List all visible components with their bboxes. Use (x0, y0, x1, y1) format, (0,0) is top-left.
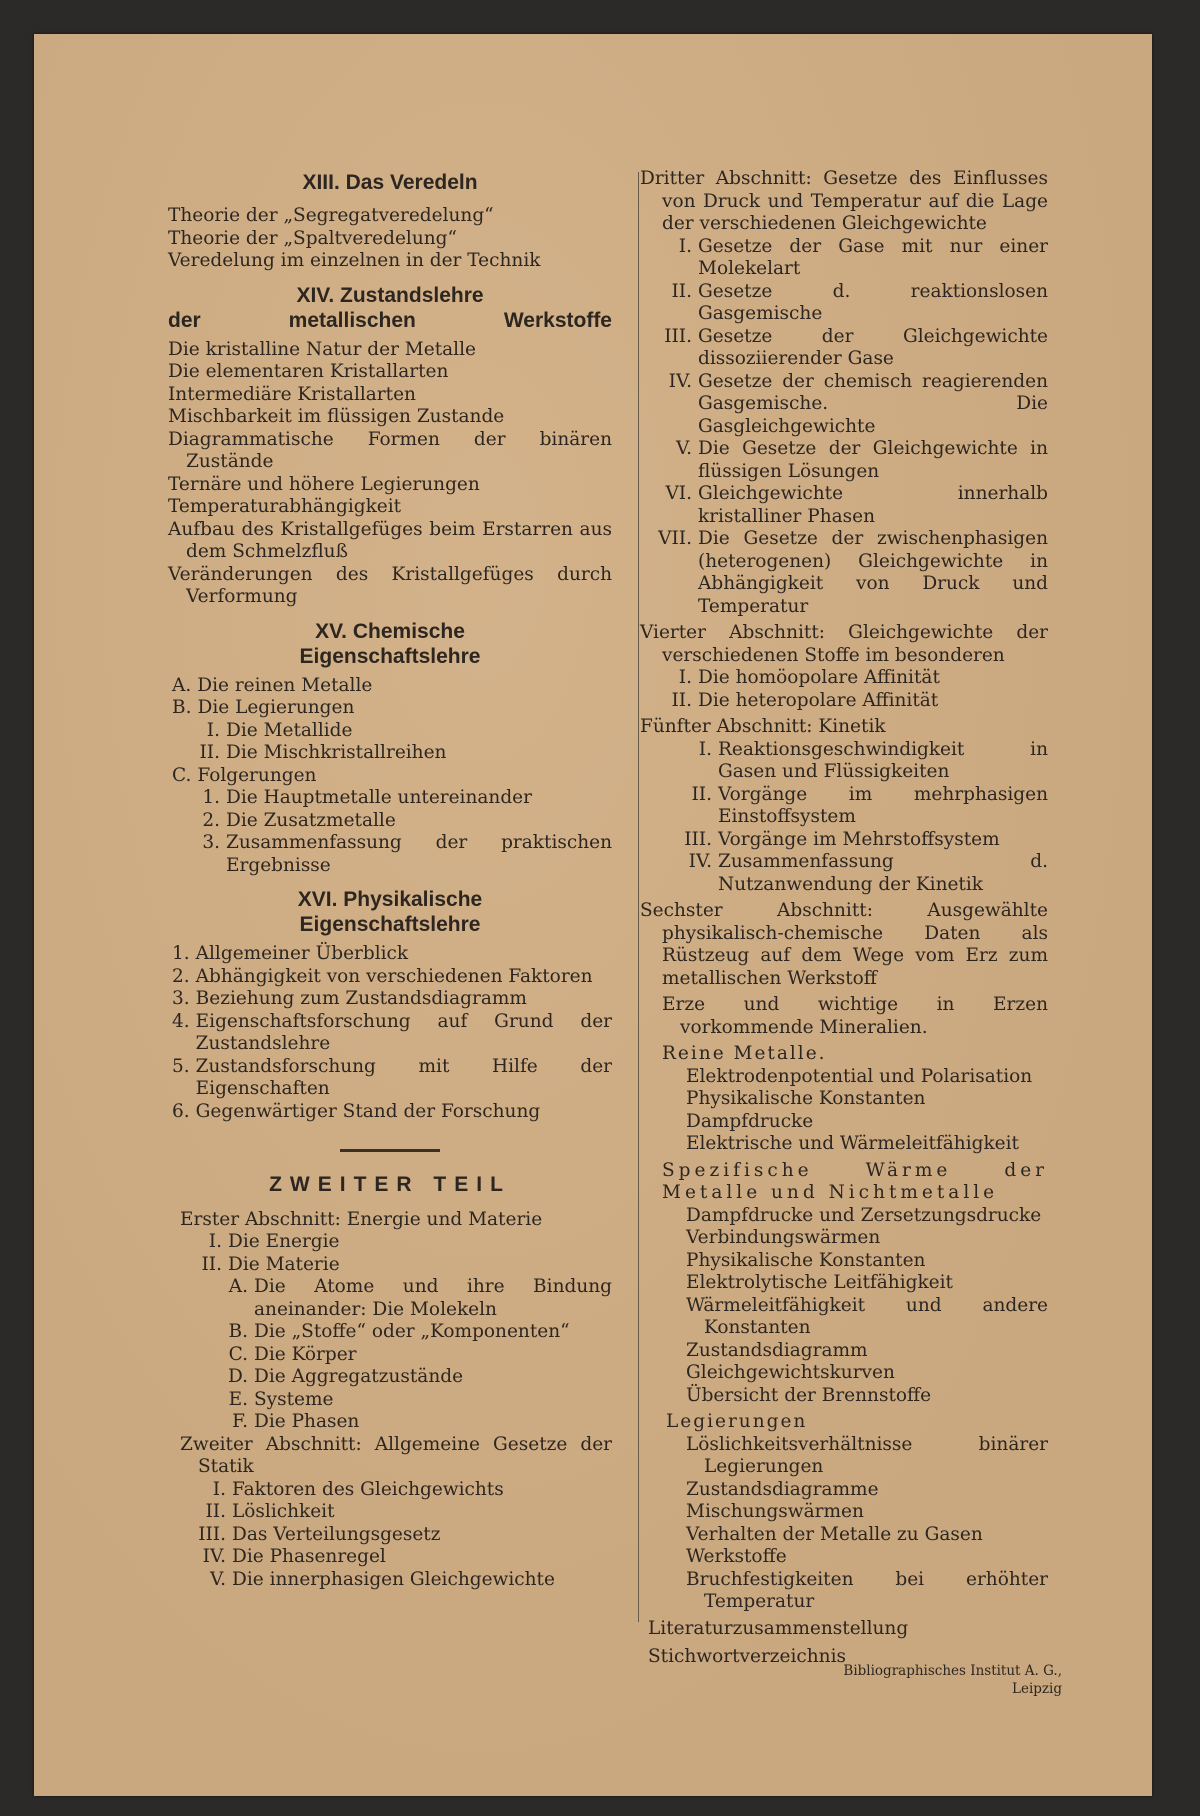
list-item (180, 1254, 612, 1277)
section-13-title: XIII. Das Veredeln (302, 171, 478, 194)
item-text: Gesetze der Gase mit nur einer Molekelart (698, 235, 1048, 279)
list-item (168, 832, 612, 877)
item-text: Die Materie (228, 1253, 340, 1275)
list-item: Übersicht der Brennstoffe (686, 1384, 932, 1406)
column-divider (638, 172, 639, 1622)
item-text: Die Metallide (226, 719, 353, 741)
section-14-title (168, 283, 612, 333)
list-item (180, 1569, 612, 1592)
section-15-title (168, 619, 612, 669)
list-item (168, 720, 612, 743)
abschnitt-1-title: Erster Abschnitt: Energie und Materie (180, 1208, 543, 1230)
item-number: D. (227, 1366, 248, 1387)
item-text: Gesetze der Gleichgewichte dissoziierender Gase (698, 325, 1048, 369)
item-number: I. (206, 719, 220, 741)
section-16 (168, 887, 612, 1123)
item-text: Zustandsforschung mit Hilfe der Eigenschaften (195, 1055, 612, 1099)
list-item (180, 1546, 612, 1569)
list-item (168, 742, 612, 765)
abschnitt-3 (640, 168, 1048, 618)
list-item (180, 1231, 612, 1254)
list-item: Ternäre und höhere Legierungen (168, 473, 480, 495)
list-item: Veränderungen des Kristallgefüges durch Verformung (168, 563, 612, 607)
list-item (180, 1321, 612, 1344)
item-text: Die heteropolare Affinität (698, 689, 939, 711)
list-item (168, 810, 612, 833)
section-16-title (168, 887, 612, 937)
item-number: 5. (172, 1055, 190, 1077)
item-number: 1. (202, 787, 220, 808)
item-text: Die reinen Metalle (197, 674, 373, 696)
publisher-name: Bibliographisches Institut A. G., (843, 1663, 1062, 1679)
item-text: Die Phasenregel (232, 1546, 386, 1567)
item-number: B. (172, 697, 192, 718)
list-item: Mischbarkeit im flüssigen Zustande (168, 406, 505, 427)
item-text: Zusammenfassung d. Nutzanwendung der Kinetik (718, 851, 1048, 895)
item-text: Abhängigkeit von verschiedenen Faktoren (195, 965, 593, 987)
section-15 (168, 619, 612, 878)
item-text: Die innerphasigen Gleichgewichte (232, 1568, 555, 1590)
list-item: Gleichgewichtskurven (686, 1362, 895, 1383)
list-item (640, 690, 1048, 713)
list-item (640, 667, 1048, 690)
item-text: Die Mischkristallreihen (226, 742, 447, 763)
section-15-title-line2: Eigenschaftslehre (299, 644, 481, 668)
list-item (640, 784, 1048, 829)
item-number: III. (664, 325, 692, 347)
section-14-title-line2: der metallischen Werkstoffe (168, 308, 612, 332)
literatur-entry: Literaturzusammenstellung (648, 1617, 909, 1639)
item-number: IV. (668, 370, 692, 392)
item-number: VI. (665, 483, 692, 504)
item-number: F. (232, 1411, 248, 1432)
abschnitt-1 (168, 1209, 612, 1434)
list-item (180, 1524, 612, 1547)
item-text: Die Atome und ihre Bindung aneinander: Die Molekeln (254, 1276, 612, 1320)
list-item (640, 281, 1048, 326)
list-item (180, 1411, 612, 1434)
abschnitt-4-title: Vierter Abschnitt: Gleichgewichte der verschiedenen Stoffe im besonderen (640, 622, 1048, 666)
list-item (168, 787, 612, 810)
item-number: II. (205, 1501, 226, 1522)
section-15-title-line1: XV. Chemische (315, 619, 465, 643)
list-item: Intermediäre Kristallarten (168, 383, 416, 405)
publisher-city: Leipzig (1012, 1681, 1062, 1697)
list-item: Elektrolytische Leitfähigkeit (686, 1272, 953, 1293)
list-item (180, 1276, 612, 1321)
list-item (168, 943, 612, 966)
right-column (640, 168, 1048, 1669)
list-item: Physikalische Konstanten (686, 1249, 926, 1271)
item-text: Die Phasen (254, 1411, 360, 1432)
item-text: Die Energie (228, 1231, 340, 1252)
list-item: Bruchfestigkeiten bei erhöhter Temperatur (686, 1568, 1048, 1612)
list-item: Physikalische Konstanten (686, 1088, 926, 1109)
item-number: IV. (202, 1546, 226, 1567)
list-item: Zustandsdiagramme (686, 1478, 879, 1500)
item-number: III. (198, 1523, 226, 1545)
abschnitt-5-title: Fünfter Abschnitt: Kinetik (640, 716, 886, 737)
list-item: Zustandsdiagramm (686, 1339, 868, 1361)
item-number: 2. (202, 809, 220, 831)
list-item: Diagrammatische Formen der binären Zustände (168, 428, 612, 472)
list-item: Wärmeleitfähigkeit und andere Konstanten (686, 1294, 1048, 1338)
item-number: B. (228, 1321, 248, 1342)
list-item (180, 1344, 612, 1367)
item-text: Vorgänge im Mehrstoffsystem (718, 828, 1000, 850)
item-number: VII. (658, 528, 692, 549)
legierungen-heading: Legierungen (666, 1411, 808, 1432)
list-item (640, 371, 1048, 439)
item-text: Die „Stoffe“ oder „Komponenten“ (254, 1321, 570, 1342)
abschnitt-4 (640, 622, 1048, 712)
list-item (640, 438, 1048, 483)
list-item: Theorie der „Spaltveredelung“ (168, 227, 457, 249)
item-text: Das Verteilungsgesetz (232, 1523, 441, 1545)
spezifische-waerme-heading: Spezifische Wärme der Metalle und Nichtmetalle (662, 1159, 1048, 1203)
item-text: Die homöopolare Affinität (698, 667, 940, 688)
item-number: 6. (172, 1100, 190, 1122)
stichwort-entry: Stichwortverzeichnis (648, 1646, 847, 1667)
list-item: Die elementaren Kristallarten (168, 361, 449, 382)
list-item: Aufbau des Kristallgefüges beim Erstarren aus dem Schmelzfluß (168, 518, 612, 562)
item-number: I. (678, 235, 692, 257)
list-item: Verhalten der Metalle zu Gasen (686, 1523, 983, 1545)
item-number: 3. (202, 832, 220, 853)
section-14 (168, 283, 612, 609)
item-number: A. (228, 1276, 248, 1297)
item-number: II. (199, 742, 220, 763)
abschnitt-3-title: Dritter Abschnitt: Gesetze des Einflusses von Druck und Temperatur auf die Lage der verschiedenen Gleichgewichte (640, 168, 1048, 234)
item-number: IV. (688, 851, 712, 872)
item-text: Gleichgewichte innerhalb kristalliner Phasen (698, 483, 1048, 527)
item-number: III. (684, 828, 712, 850)
list-item (180, 1366, 612, 1389)
item-number: II. (201, 1253, 222, 1275)
item-text: Folgerungen (197, 764, 317, 786)
section-16-title-line2: Eigenschaftslehre (299, 913, 481, 936)
list-item (180, 1501, 612, 1524)
left-column (168, 168, 612, 1591)
item-text: Vorgänge im mehrphasigen Einstoffsystem (718, 783, 1048, 827)
list-item (180, 1389, 612, 1412)
list-item (640, 851, 1048, 896)
section-16-title-line1: XVI. Physikalische (297, 888, 483, 911)
list-item: Elektrische und Wärmeleitfähigkeit (686, 1133, 1019, 1154)
item-text: Gesetze d. reaktionslosen Gasgemische (698, 280, 1048, 324)
abschnitt-6 (640, 900, 1048, 1614)
list-item: Veredelung im einzelnen in der Technik (168, 250, 541, 271)
section-14-title-line1: XIV. Zustandslehre (296, 283, 484, 307)
item-text: Die Zusatzmetalle (226, 809, 396, 831)
item-number: II. (671, 280, 692, 302)
list-item: Dampfdrucke (686, 1110, 814, 1132)
item-text: Beziehung zum Zustandsdiagramm (195, 988, 527, 1009)
list-item (168, 675, 612, 698)
item-text: Systeme (254, 1388, 334, 1410)
list-item (168, 1011, 612, 1056)
list-item (640, 829, 1048, 852)
abschnitt-6-title: Sechster Abschnitt: Ausgewählte physikalisch-chemische Daten als Rüstzeug auf dem Wege vom Erz zum metallischen Werkstoff (640, 900, 1048, 989)
list-item: Werkstoffe (686, 1546, 787, 1567)
item-number: 3. (172, 988, 190, 1009)
item-number: V. (209, 1568, 226, 1590)
item-number: 4. (172, 1010, 190, 1032)
list-item (168, 765, 612, 788)
item-text: Die Legierungen (197, 697, 355, 718)
item-number: I. (208, 1231, 222, 1252)
item-text: Die Aggregatzustände (254, 1366, 464, 1387)
item-number: 2. (172, 965, 190, 987)
list-item: Verbindungswärmen (686, 1227, 881, 1248)
list-item: Die kristalline Natur der Metalle (168, 338, 476, 360)
item-number: C. (228, 1343, 248, 1365)
list-item (640, 326, 1048, 371)
list-item (168, 966, 612, 989)
reine-metalle-heading: Reine Metalle. (662, 1043, 827, 1064)
list-item: Temperaturabhängigkeit (168, 496, 402, 517)
list-item (168, 1101, 612, 1124)
list-item (168, 1056, 612, 1101)
item-number: A. (172, 674, 192, 696)
abschnitt-2 (168, 1434, 612, 1592)
item-number: II. (671, 689, 692, 711)
item-number: I. (212, 1478, 226, 1500)
item-number: V. (675, 438, 692, 459)
publisher-imprint (810, 1662, 1062, 1698)
list-item (168, 697, 612, 720)
list-item (640, 236, 1048, 281)
item-text: Die Gesetze der zwischenphasigen (heterogenen) Gleichgewichte in Abhängigkeit von Druck und Temperatur (698, 528, 1048, 617)
list-item: Dampfdrucke und Zersetzungsdrucke (686, 1204, 1042, 1226)
item-number: I. (678, 667, 692, 688)
abschnitt-2-title: Zweiter Abschnitt: Allgemeine Gesetze der Statik (180, 1433, 612, 1477)
item-text: Gegenwärtiger Stand der Forschung (195, 1100, 541, 1122)
item-text: Gesetze der chemisch reagierenden Gasgemische. Die Gasgleichgewichte (698, 370, 1048, 437)
list-item (640, 739, 1048, 784)
item-text: Die Gesetze der Gleichgewichte in flüssigen Lösungen (698, 438, 1048, 482)
item-number: I. (698, 738, 712, 760)
list-item (180, 1479, 612, 1502)
item-text: Faktoren des Gleichgewichts (232, 1478, 504, 1500)
list-item: Löslichkeitsverhältnisse binärer Legierungen (686, 1433, 1048, 1477)
list-item (640, 528, 1048, 618)
item-number: II. (691, 783, 712, 805)
section-rule (340, 1149, 440, 1152)
item-text: Zusammenfassung der praktischen Ergebnisse (226, 832, 612, 876)
list-item: Elektrodenpotential und Polarisation (686, 1065, 1033, 1087)
section-13 (168, 170, 612, 273)
item-text: Löslichkeit (232, 1501, 335, 1522)
item-text: Die Körper (254, 1343, 357, 1365)
list-item (640, 483, 1048, 528)
item-number: E. (228, 1388, 248, 1410)
abschnitt-5 (640, 716, 1048, 896)
item-text: Die Hauptmetalle untereinander (226, 787, 532, 808)
list-item: Mischungswärmen (686, 1501, 864, 1522)
erze-entry: Erze und wichtige in Erzen vorkommende Mineralien. (662, 994, 1048, 1038)
item-text: Reaktionsgeschwindigkeit in Gasen und Flüssigkeiten (718, 738, 1048, 782)
list-item (168, 988, 612, 1011)
item-number: C. (172, 764, 192, 786)
item-number: 1. (172, 943, 190, 964)
item-text: Allgemeiner Überblick (195, 943, 409, 964)
item-text: Eigenschaftsforschung auf Grund der Zustandslehre (195, 1010, 612, 1054)
part-two-title: ZWEITER TEIL (269, 1173, 511, 1196)
list-item: Theorie der „Segregatveredelung“ (168, 205, 494, 226)
